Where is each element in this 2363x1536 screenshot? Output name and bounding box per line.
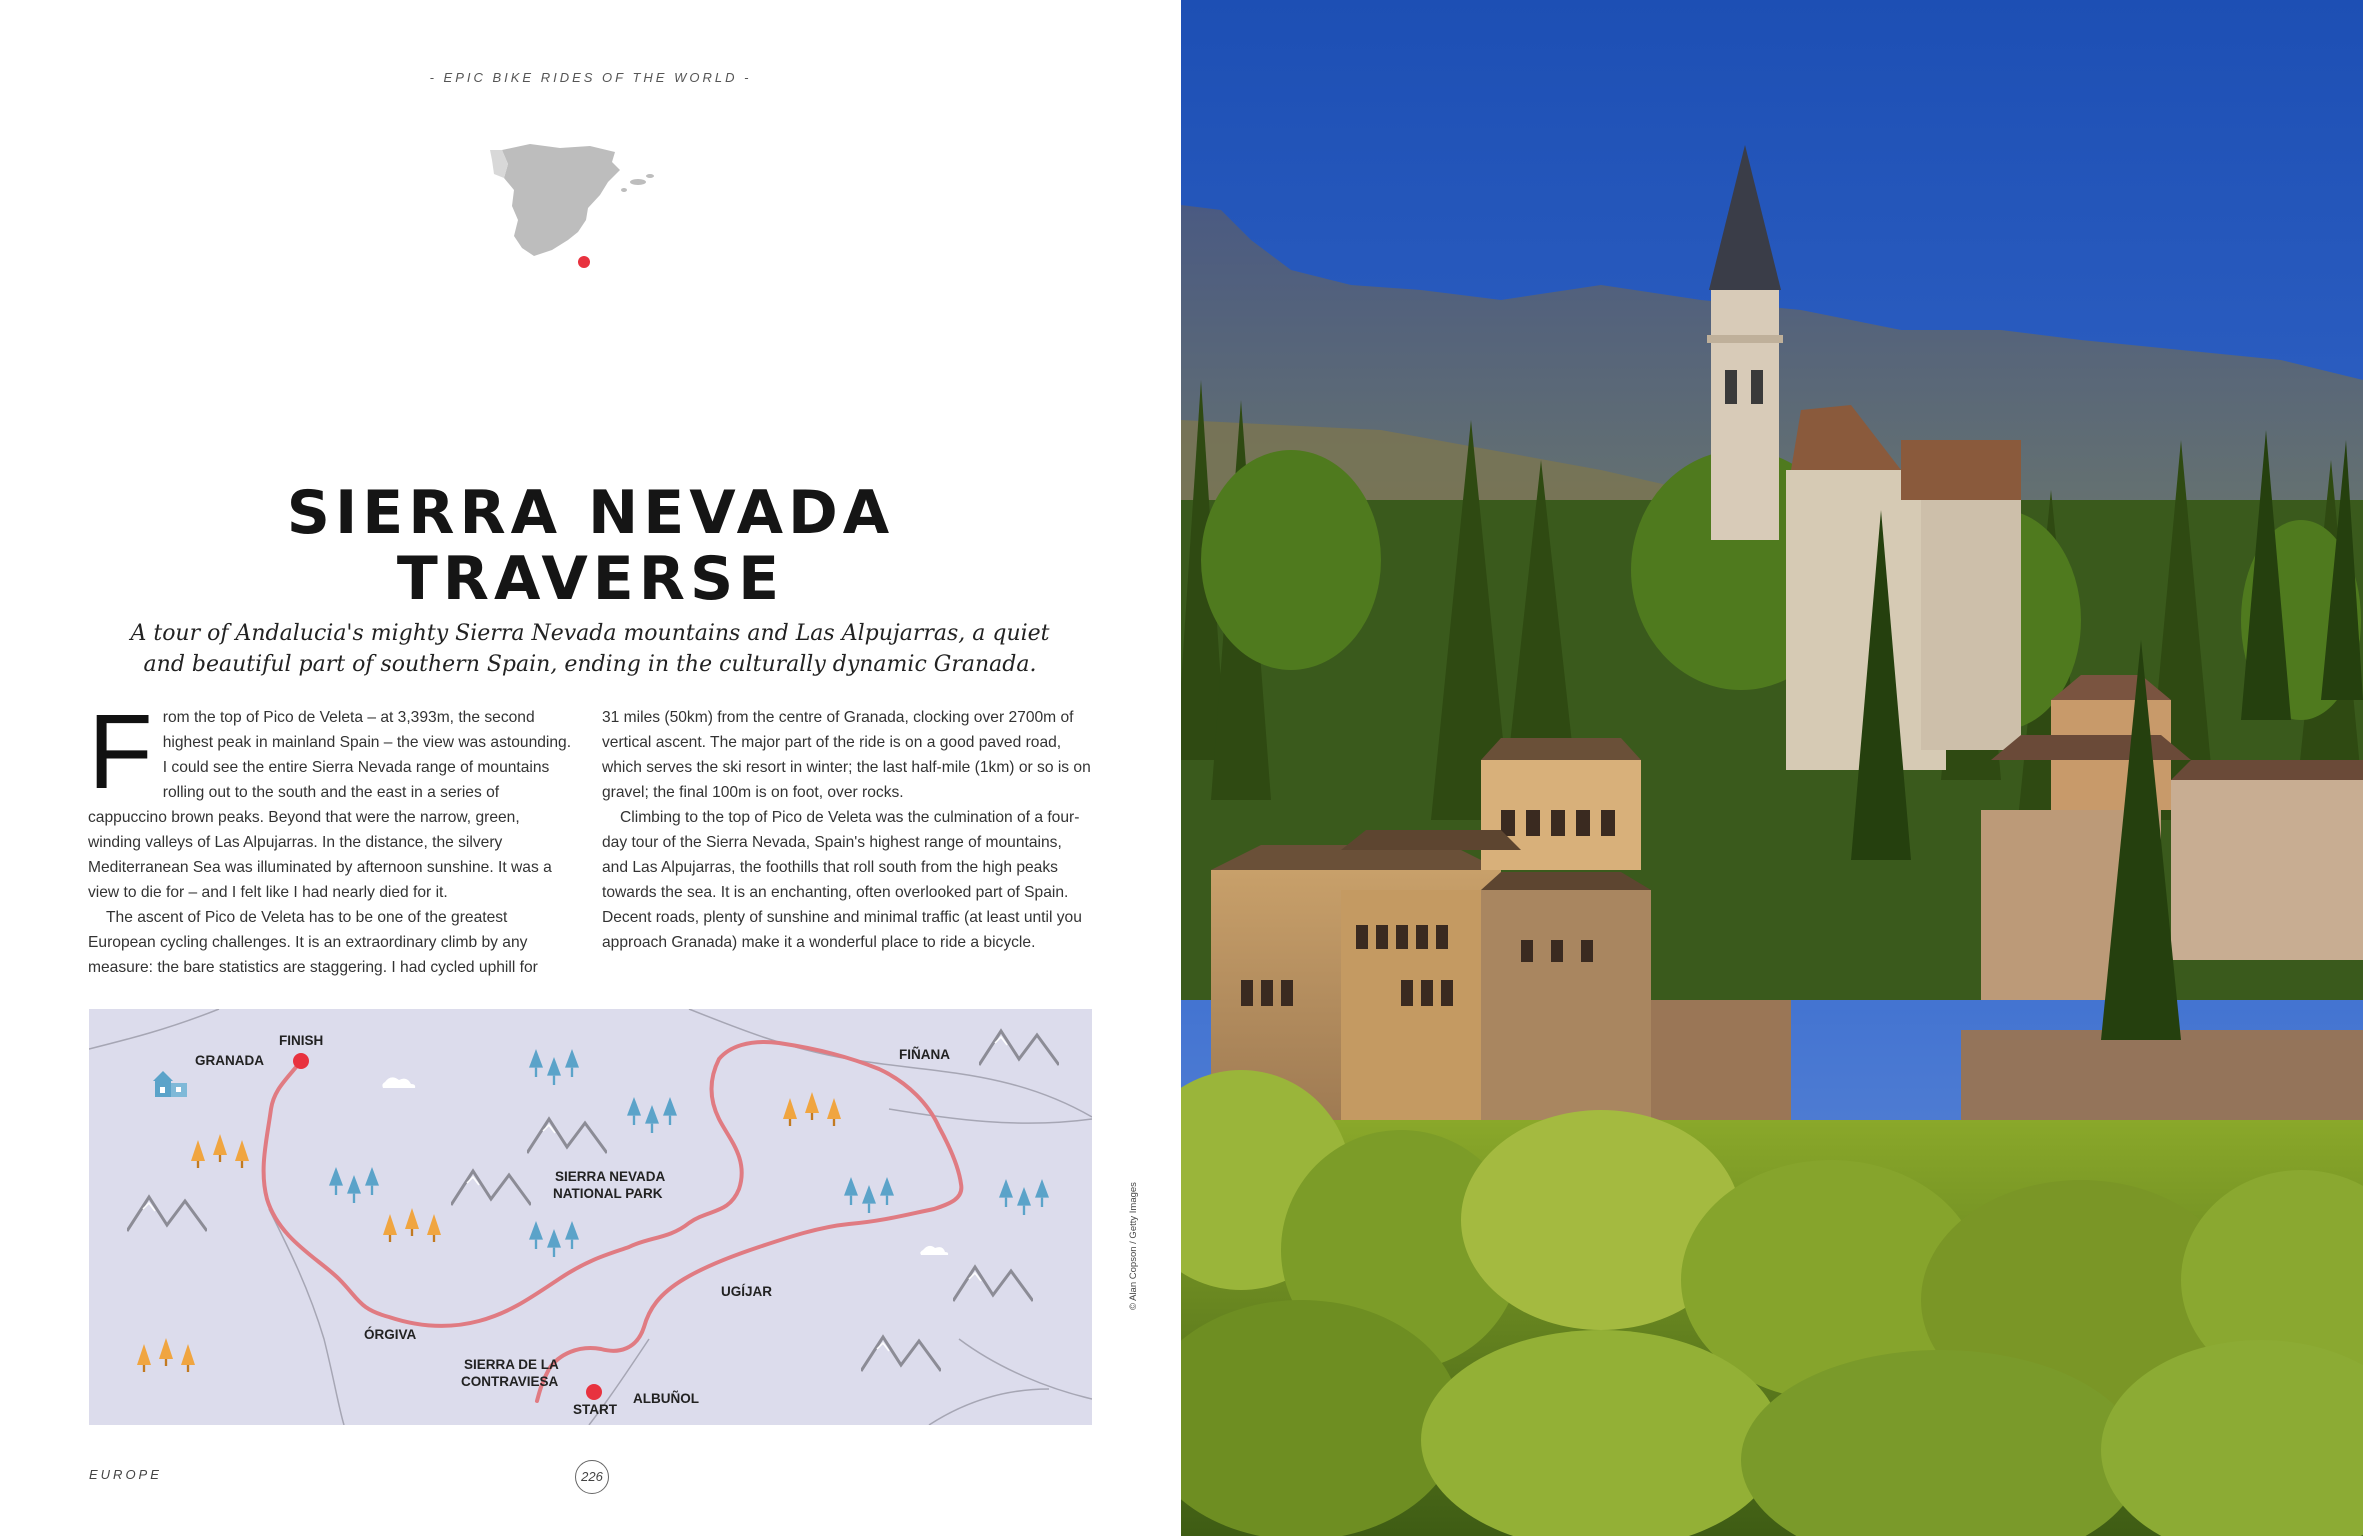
standfirst xyxy=(110,618,1070,680)
route-map xyxy=(89,1009,1092,1425)
body-paragraph: Climbing to the top of Pico de Veleta was the culmination of a four-day tour of the Sierra Nevada, Spain's highest range of mountains, and Las Alpujarras, the foothills that roll south from the high peaks towards the sea. It is an enchanting, often overlooked part of Spain. Decent roads, plenty of sunshine and minimal traffic (at least until you approach Granada) make it a wonderful place to ride a bicycle. xyxy=(602,809,1082,951)
body-paragraph: 31 miles (50km) from the centre of Granada, clocking over 2700m of vertical ascent. The major part of the ride is on a good paved road, which serves the ski resort in winter; the last half-mile (1km) or so is on gravel; the final 100m is on foot, over rocks. xyxy=(602,709,1091,801)
left-page xyxy=(0,0,1181,1536)
alhambra-photo xyxy=(1181,0,2363,1536)
start-marker xyxy=(586,1384,602,1400)
body-paragraph: rom the top of Pico de Veleta – at 3,393m, the second highest peak in mainland Spain – the view was astounding. I could see the entire Sierra Nevada range of mountains rolling out to the south and the east in a series of cappuccino brown peaks. Beyond that were the narrow, green, winding valleys of Las Alpujarras. In the distance, the silvery Mediterranean Sea was illuminated by afternoon sunshine. It was a view to die for – and I felt like I had nearly died for it. xyxy=(88,709,572,901)
body-column-1 xyxy=(88,693,573,980)
location-marker xyxy=(578,256,590,268)
title-line-2: TRAVERSE xyxy=(396,544,785,614)
series-header: - EPIC BIKE RIDES OF THE WORLD - xyxy=(429,70,752,85)
label-orgiva: ÓRGIVA xyxy=(364,1327,417,1342)
standfirst-line-2: and beautiful part of southern Spain, ending in the culturally dynamic Granada. xyxy=(143,652,1037,677)
label-start: START xyxy=(573,1402,617,1417)
label-granada: GRANADA xyxy=(195,1053,264,1068)
page-number: 226 xyxy=(575,1460,609,1494)
article-title xyxy=(0,480,1181,612)
label-park-line-2: NATIONAL PARK xyxy=(553,1186,663,1201)
photo-credit: © Alan Copson / Getty Images xyxy=(1128,1182,1139,1310)
title-line-1: SIERRA NEVADA xyxy=(286,478,895,548)
label-albunol: ALBUÑOL xyxy=(633,1391,699,1406)
standfirst-line-1: A tour of Andalucia's mighty Sierra Nevada mountains and Las Alpujarras, a quiet xyxy=(130,621,1050,646)
church xyxy=(1786,405,2021,770)
label-contraviesa-line-2: CONTRAVIESA xyxy=(461,1374,559,1389)
body-paragraph: The ascent of Pico de Veleta has to be one of the greatest European cycling challenges. It is an extraordinary climb by any measure: the bare statistics are staggering. I had cycled uphill for xyxy=(88,909,538,976)
finish-marker xyxy=(293,1053,309,1069)
label-ugijar: UGÍJAR xyxy=(721,1284,773,1299)
label-finish: FINISH xyxy=(279,1033,324,1048)
label-contraviesa-line-1: SIERRA DE LA xyxy=(464,1357,559,1372)
label-park-line-1: SIERRA NEVADA xyxy=(555,1169,666,1184)
body-column-2 xyxy=(602,705,1092,955)
label-finana: FIÑANA xyxy=(899,1047,950,1062)
foreground-trees xyxy=(1181,1070,2363,1536)
spain-locator-map xyxy=(490,140,700,300)
footer-section: EUROPE xyxy=(89,1467,162,1482)
drop-cap: F xyxy=(88,693,153,811)
